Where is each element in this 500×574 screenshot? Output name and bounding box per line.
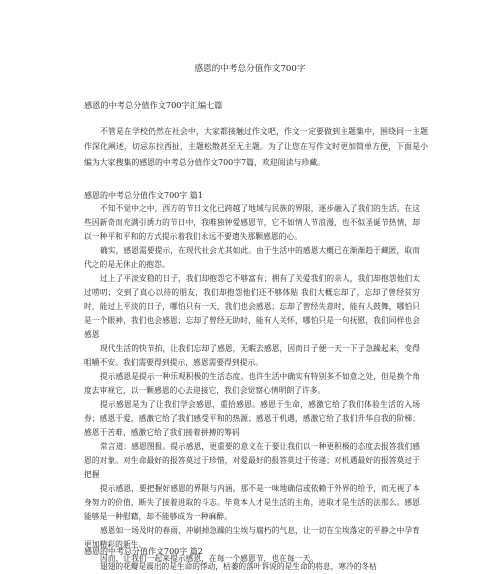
intro-paragraph: 不管是在学校仍然在社会中，大家都接触过作文吧，作文一定要做到主题集中，围绕同一主题作深化阐述，切忌东拉西扯，主题松散甚至无主题。为了让您在写作文时更加简单方便，下面是小编为大家搜集的感恩的中考总分值作文700字7篇，欢迎阅读与珍藏。 <box>84 127 428 167</box>
section-2-first-line: 翅翅的花瓣是震出的是生命的悸动，枯萎的落叶诉说的是生命的将息，寒冷的冬枯 <box>100 562 377 571</box>
document-title: 感恩的中考总分值作文700字 <box>194 64 306 74</box>
section-1-body <box>84 202 420 566</box>
body-paragraph: 提示感恩是为了让我们学会感恩，重拾感恩。感恩于生命，感激它给了我们体验生活的入场券；感恩于爱，感激它给了我们感受平和的热源；感恩于机遇，感激它给了我们升华自我的阶梯；感恩于苦难，感激它给了我们接着拼搏的筹码 <box>84 400 420 437</box>
body-paragraph: 现代生活的快节拍，让我们忘却了感恩，无暇去感恩，因而日子便一天一下子急躁起来，变得咀嚼不安。我们需要得到提示，感恩需要得到提示。 <box>84 344 420 367</box>
document-subtitle: 感恩的中考总分值作文700字汇编七篇 <box>84 100 223 110</box>
body-paragraph: 常言道：感恩图报。提示感恩，更重要的意义在于要让我们以一种更积极的态度去报答我们感恩的对象。对生命最好的报答莫过于珍惜，对爱最好的报答莫过于传递；对机遇最好的报答莫过于把握 <box>84 442 420 479</box>
body-paragraph: 提示感恩，要把握好感恩的界限与内涵。那不是一味地确信或依赖于外界的给予，而无视了本身努力的价值，断失了接着进取的斗志。毕竟本人才是生活的主角，进取才是生活的法那么。感恩能够是一种慰藉，却不能够成为一种麻醉。 <box>84 484 420 521</box>
body-paragraph: 感恩如一场及时的春雨，冲刷掉急躁的尘埃与腐朽的气息，让一切在尘埃落定的平静之中孕育更加精彩的新生。 <box>84 526 420 549</box>
body-paragraph: 因而，让我们一起来提示感恩，在每一个感恩节，也在每一天。 <box>100 554 319 563</box>
body-paragraph: 确实，感恩需要提示，在现代社会尤其如此。由于生活中的感恩大概已在渐渐趋于藏匿，取而代之的是无休止的抱怨。 <box>84 246 420 269</box>
section-heading-2: 感恩的中考总分值作文700字 篇2 <box>84 547 203 556</box>
section-heading-1: 感恩的中考总分值作文700字 篇1 <box>84 191 203 200</box>
body-paragraph: 过上了平淡安稳的日子，我们却抱怨它不够富有；拥有了关爱我们的亲人，我们却抱怨他们太过唠叨；交到了真心以待的朋友，我们却抱怨他们还不够体贴 我们大概忘却了，忘却了曾经贫穷时，能过上平淡的日子，哪怕只有一天，我们也会感恩；忘却了曾经失意时，能有人鼓舞，哪怕只是一个眼神，我们也会感恩；忘却了曾经无助时，能有人关怀，哪怕只是一句抚慰，我们同样也会感恩 <box>84 274 420 339</box>
body-paragraph: 提示感恩是提示一种乐观积极的生活态度。也许生活中确实有特别多不如意之处，但是换个角度去审视它，以一颗感恩的心去迎接它，我们会觉察心情明朗了许多。 <box>84 372 420 395</box>
body-paragraph: 不知不觉中之中，西方的节日文化已跨越了地域与民族的界限，逐步融入了我们的生活。在这些因新奇而充满引诱力的节日中，我唯独钟爱感恩节，它不如情人节浪漫，也不似圣诞节热情，却以一种平和平和的方式提示着我们永远不要遗失那颗感恩的心。 <box>84 204 420 241</box>
